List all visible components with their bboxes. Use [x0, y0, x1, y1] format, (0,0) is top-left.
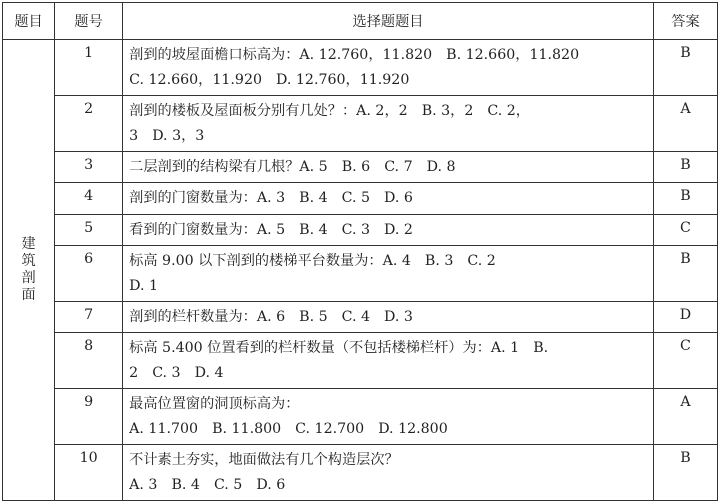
question-text: [123, 183, 654, 215]
question-line-1: [129, 448, 647, 473]
table-row: [3, 96, 718, 152]
table-header-row: [3, 3, 718, 40]
answer-option: A. 1: [490, 340, 520, 356]
answer-option: B. 3: [424, 253, 454, 269]
question-line-1: [129, 336, 647, 361]
answer-key: A: [653, 389, 717, 445]
question-line-1: [129, 186, 647, 211]
question-line-1: [129, 99, 647, 124]
question-number: 9: [55, 389, 123, 445]
question-line-2: [129, 68, 647, 93]
answer-key: A: [653, 96, 717, 152]
question-stem: 二层剖到的结构梁有几根？: [129, 159, 300, 175]
answer-option: C. 2，: [487, 103, 530, 119]
answer-option: B. 12.660，11.820: [446, 47, 580, 63]
question-number: 1: [55, 40, 123, 96]
answer-option: D. 3，3: [152, 128, 205, 144]
question-number: 2: [55, 96, 123, 152]
answer-option: C. 2: [467, 253, 496, 269]
answer-option: C. 7: [384, 159, 413, 175]
answer-key: C: [653, 215, 717, 246]
table-row: [3, 152, 718, 183]
question-line-1: [129, 249, 647, 274]
answer-option: D. 12.800: [378, 421, 448, 437]
answer-option: 2: [129, 365, 139, 381]
question-line-2: [129, 274, 647, 299]
question-line-1: [129, 155, 647, 180]
answer-option: B.: [533, 340, 549, 356]
table-row: [3, 389, 718, 445]
question-line-1: [129, 305, 647, 330]
answer-option: C. 3: [152, 365, 181, 381]
answer-key: B: [653, 152, 717, 183]
question-stem: 剖到的楼板及屋面板分别有几处？：: [129, 103, 357, 119]
category-label: 建筑剖面: [21, 236, 36, 303]
answer-option: D. 8: [426, 159, 456, 175]
table-row: [3, 302, 718, 333]
header-answer: 答案: [653, 3, 717, 40]
answer-option: D. 12.760，11.920: [276, 72, 410, 88]
answer-option: B. 6: [341, 159, 371, 175]
table-row: [3, 333, 718, 389]
answer-option: C. 3: [341, 222, 371, 238]
question-text: [123, 389, 654, 445]
question-line-1: [129, 392, 647, 417]
question-number: 6: [55, 246, 123, 302]
answer-option: B. 4: [299, 222, 328, 238]
answer-option: D. 2: [384, 222, 413, 238]
table-row: [3, 445, 718, 501]
answer-option: D. 3: [384, 309, 413, 325]
answer-option: B. 5: [299, 309, 328, 325]
answer-option: A. 3: [256, 190, 286, 206]
question-stem: 标高 5.400 位置看到的栏杆数量（不包括楼梯栏杆）为：: [129, 340, 491, 356]
table-body: [3, 40, 718, 501]
answer-key: B: [653, 40, 717, 96]
answer-option: B. 3，2: [421, 103, 474, 119]
question-text: [123, 246, 654, 302]
header-category: 题目: [3, 3, 55, 40]
answer-option: A. 4: [382, 253, 411, 269]
question-line-2: [129, 124, 647, 149]
question-number: 10: [55, 445, 123, 501]
question-text: [123, 333, 654, 389]
question-text: [123, 302, 654, 333]
question-stem: 不计素土夯实，地面做法有几个构造层次？: [129, 452, 399, 468]
question-number: 5: [55, 215, 123, 246]
table-row: [3, 215, 718, 246]
answer-key: B: [653, 183, 717, 215]
question-number: 8: [55, 333, 123, 389]
answer-option: C. 5: [341, 190, 371, 206]
question-text: [123, 40, 654, 96]
header-question: 选择题题目: [123, 3, 654, 40]
question-table: [2, 2, 718, 501]
answer-option: A. 5: [299, 159, 328, 175]
answer-key: D: [653, 302, 717, 333]
question-text: [123, 215, 654, 246]
answer-option: B. 11.800: [212, 421, 282, 437]
answer-option: C. 5: [213, 477, 243, 493]
question-line-2: [129, 473, 647, 498]
answer-key: B: [653, 246, 717, 302]
question-line-1: [129, 43, 647, 68]
question-number: 4: [55, 183, 123, 215]
answer-option: A. 2，2: [356, 103, 408, 119]
question-stem: 最高位置窗的洞顶标高为：: [129, 396, 300, 412]
table-row: [3, 183, 718, 215]
answer-option: A. 6: [256, 309, 286, 325]
answer-option: B. 4: [299, 190, 328, 206]
answer-option: 3: [129, 128, 139, 144]
table-row: [3, 40, 718, 96]
answer-option: D. 6: [384, 190, 413, 206]
answer-key: B: [653, 445, 717, 501]
answer-option: B. 4: [171, 477, 200, 493]
answer-option: C. 4: [341, 309, 371, 325]
category-cell: [3, 40, 55, 501]
question-stem: 剖到的栏杆数量为：: [129, 309, 257, 325]
answer-option: D. 6: [256, 477, 286, 493]
header-number: 题号: [55, 3, 123, 40]
question-line-1: [129, 218, 647, 243]
question-line-2: [129, 417, 647, 442]
question-line-2: [129, 361, 647, 386]
question-stem: 看到的门窗数量为：: [129, 222, 257, 238]
answer-option: A. 11.700: [129, 421, 199, 437]
question-number: 3: [55, 152, 123, 183]
question-text: [123, 445, 654, 501]
answer-key: C: [653, 333, 717, 389]
table-row: [3, 246, 718, 302]
question-stem: 标高 9.00 以下剖到的楼梯平台数量为：: [129, 253, 383, 269]
question-stem: 剖到的门窗数量为：: [129, 190, 257, 206]
answer-option: A. 12.760，11.820: [299, 47, 433, 63]
answer-option: D. 1: [129, 278, 159, 294]
answer-option: A. 3: [129, 477, 158, 493]
answer-option: C. 12.660，11.920: [129, 72, 262, 88]
answer-option: A. 5: [256, 222, 286, 238]
question-text: [123, 152, 654, 183]
question-stem: 剖到的坡屋面檐口标高为：: [129, 47, 300, 63]
answer-option: D. 4: [194, 365, 224, 381]
question-number: 7: [55, 302, 123, 333]
question-text: [123, 96, 654, 152]
answer-option: C. 12.700: [295, 421, 365, 437]
